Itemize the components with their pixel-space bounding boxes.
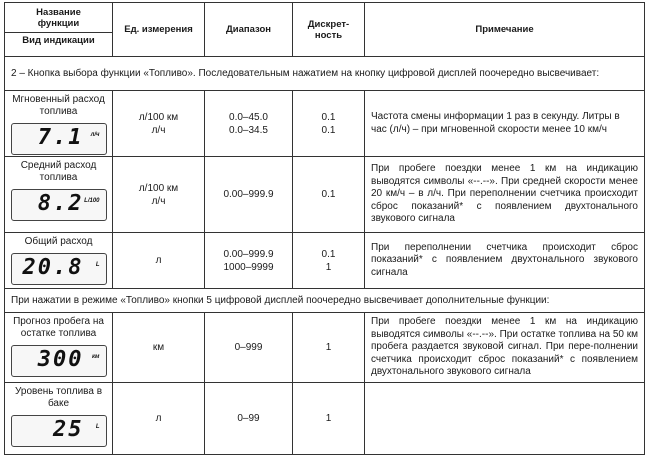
function-cell [5, 233, 113, 289]
table-row [5, 313, 645, 383]
function-name: Уровень топлива в баке [14, 386, 103, 409]
discrete-cell: 0.1 1 [293, 233, 365, 289]
note-cell: При пробеге поездки менее 1 км на индикацию выводятся символы «--.--». При остатке топлива на 50 км пробега раздается звуковой сигнал. При пере-полнении счетчика происходит сброс показаний* с появлением двухтонального звукового сигнала [365, 313, 645, 383]
table-row [5, 233, 645, 289]
header-unit: Ед. измерения [113, 3, 205, 57]
range-cell: 0.00–999.9 [205, 157, 293, 233]
function-name: Мгновенный расход топлива [12, 94, 105, 117]
unit-cell: л/100 км л/ч [113, 91, 205, 157]
note-cell: При пробеге поездки менее 1 км на индикацию выводятся символы «--.--». При средней скорости менее 20 км/ч – в л/ч. При переполнении счетчика происходит сброс показаний* с появлением двухтонального звукового сигнала [365, 157, 645, 233]
lcd-display [11, 189, 107, 221]
function-name: Средний расход топлива [20, 160, 97, 183]
discrete-cell: 0.1 0.1 [293, 91, 365, 157]
table-row [5, 383, 645, 455]
unit-cell: л [113, 233, 205, 289]
range-cell: 0.0–45.0 0.0–34.5 [205, 91, 293, 157]
table-row [5, 157, 645, 233]
function-cell [5, 383, 113, 455]
range-cell: 0.00–999.9 1000–9999 [205, 233, 293, 289]
lcd-digits: 8.2 [37, 191, 84, 216]
lcd-display [11, 123, 107, 155]
lcd-digits: 25 [53, 417, 84, 442]
range-cell: 0–99 [205, 383, 293, 455]
lcd-unit: км [92, 354, 100, 360]
note-cell: При переполнении счетчика происходит сброс показаний* с появлением двухтонального звукового сигнала [365, 233, 645, 289]
note-cell: Частота смены информации 1 раз в секунду. Литры в час (л/ч) – при мгновенной скорости менее 10 км/ч [365, 91, 645, 157]
lcd-display [11, 253, 107, 285]
function-name: Общий расход [24, 236, 93, 247]
header-indication: Вид индикации [5, 32, 112, 48]
range-cell: 0–999 [205, 313, 293, 383]
header-discrete: Дискрет- ность [293, 3, 365, 57]
lcd-display [11, 415, 107, 447]
unit-cell: км [113, 313, 205, 383]
header-row [5, 3, 645, 57]
section-row [5, 289, 645, 313]
unit-cell: л/100 км л/ч [113, 157, 205, 233]
function-table [4, 2, 645, 455]
lcd-unit: л/ч [90, 132, 100, 138]
header-note: Примечание [365, 3, 645, 57]
lcd-display [11, 345, 107, 377]
function-cell [5, 313, 113, 383]
section-row [5, 57, 645, 91]
header-range: Диапазон [205, 3, 293, 57]
lcd-unit: L [95, 424, 100, 430]
lcd-digits: 300 [37, 347, 84, 372]
discrete-cell: 1 [293, 383, 365, 455]
function-cell [5, 157, 113, 233]
lcd-digits: 7.1 [37, 125, 84, 150]
note-cell [365, 383, 645, 455]
lcd-unit: L [95, 262, 100, 268]
discrete-cell: 1 [293, 313, 365, 383]
section-fuel-button: 2 – Кнопка выбора функции «Топливо». Последовательным нажатием на кнопку цифровой дисплей поочередно высвечивает: [5, 57, 645, 91]
section-additional: При нажатии в режиме «Топливо» кнопки 5 цифровой дисплей поочередно высвечивает дополнительные функции: [5, 289, 645, 313]
function-name: Прогноз пробега на остатке топлива [13, 316, 104, 339]
header-name: Название функции Вид индикации [5, 3, 113, 57]
table-row [5, 91, 645, 157]
function-cell [5, 91, 113, 157]
unit-cell: л [113, 383, 205, 455]
lcd-digits: 20.8 [22, 255, 84, 280]
discrete-cell: 0.1 [293, 157, 365, 233]
lcd-unit: L/100 [84, 198, 100, 204]
